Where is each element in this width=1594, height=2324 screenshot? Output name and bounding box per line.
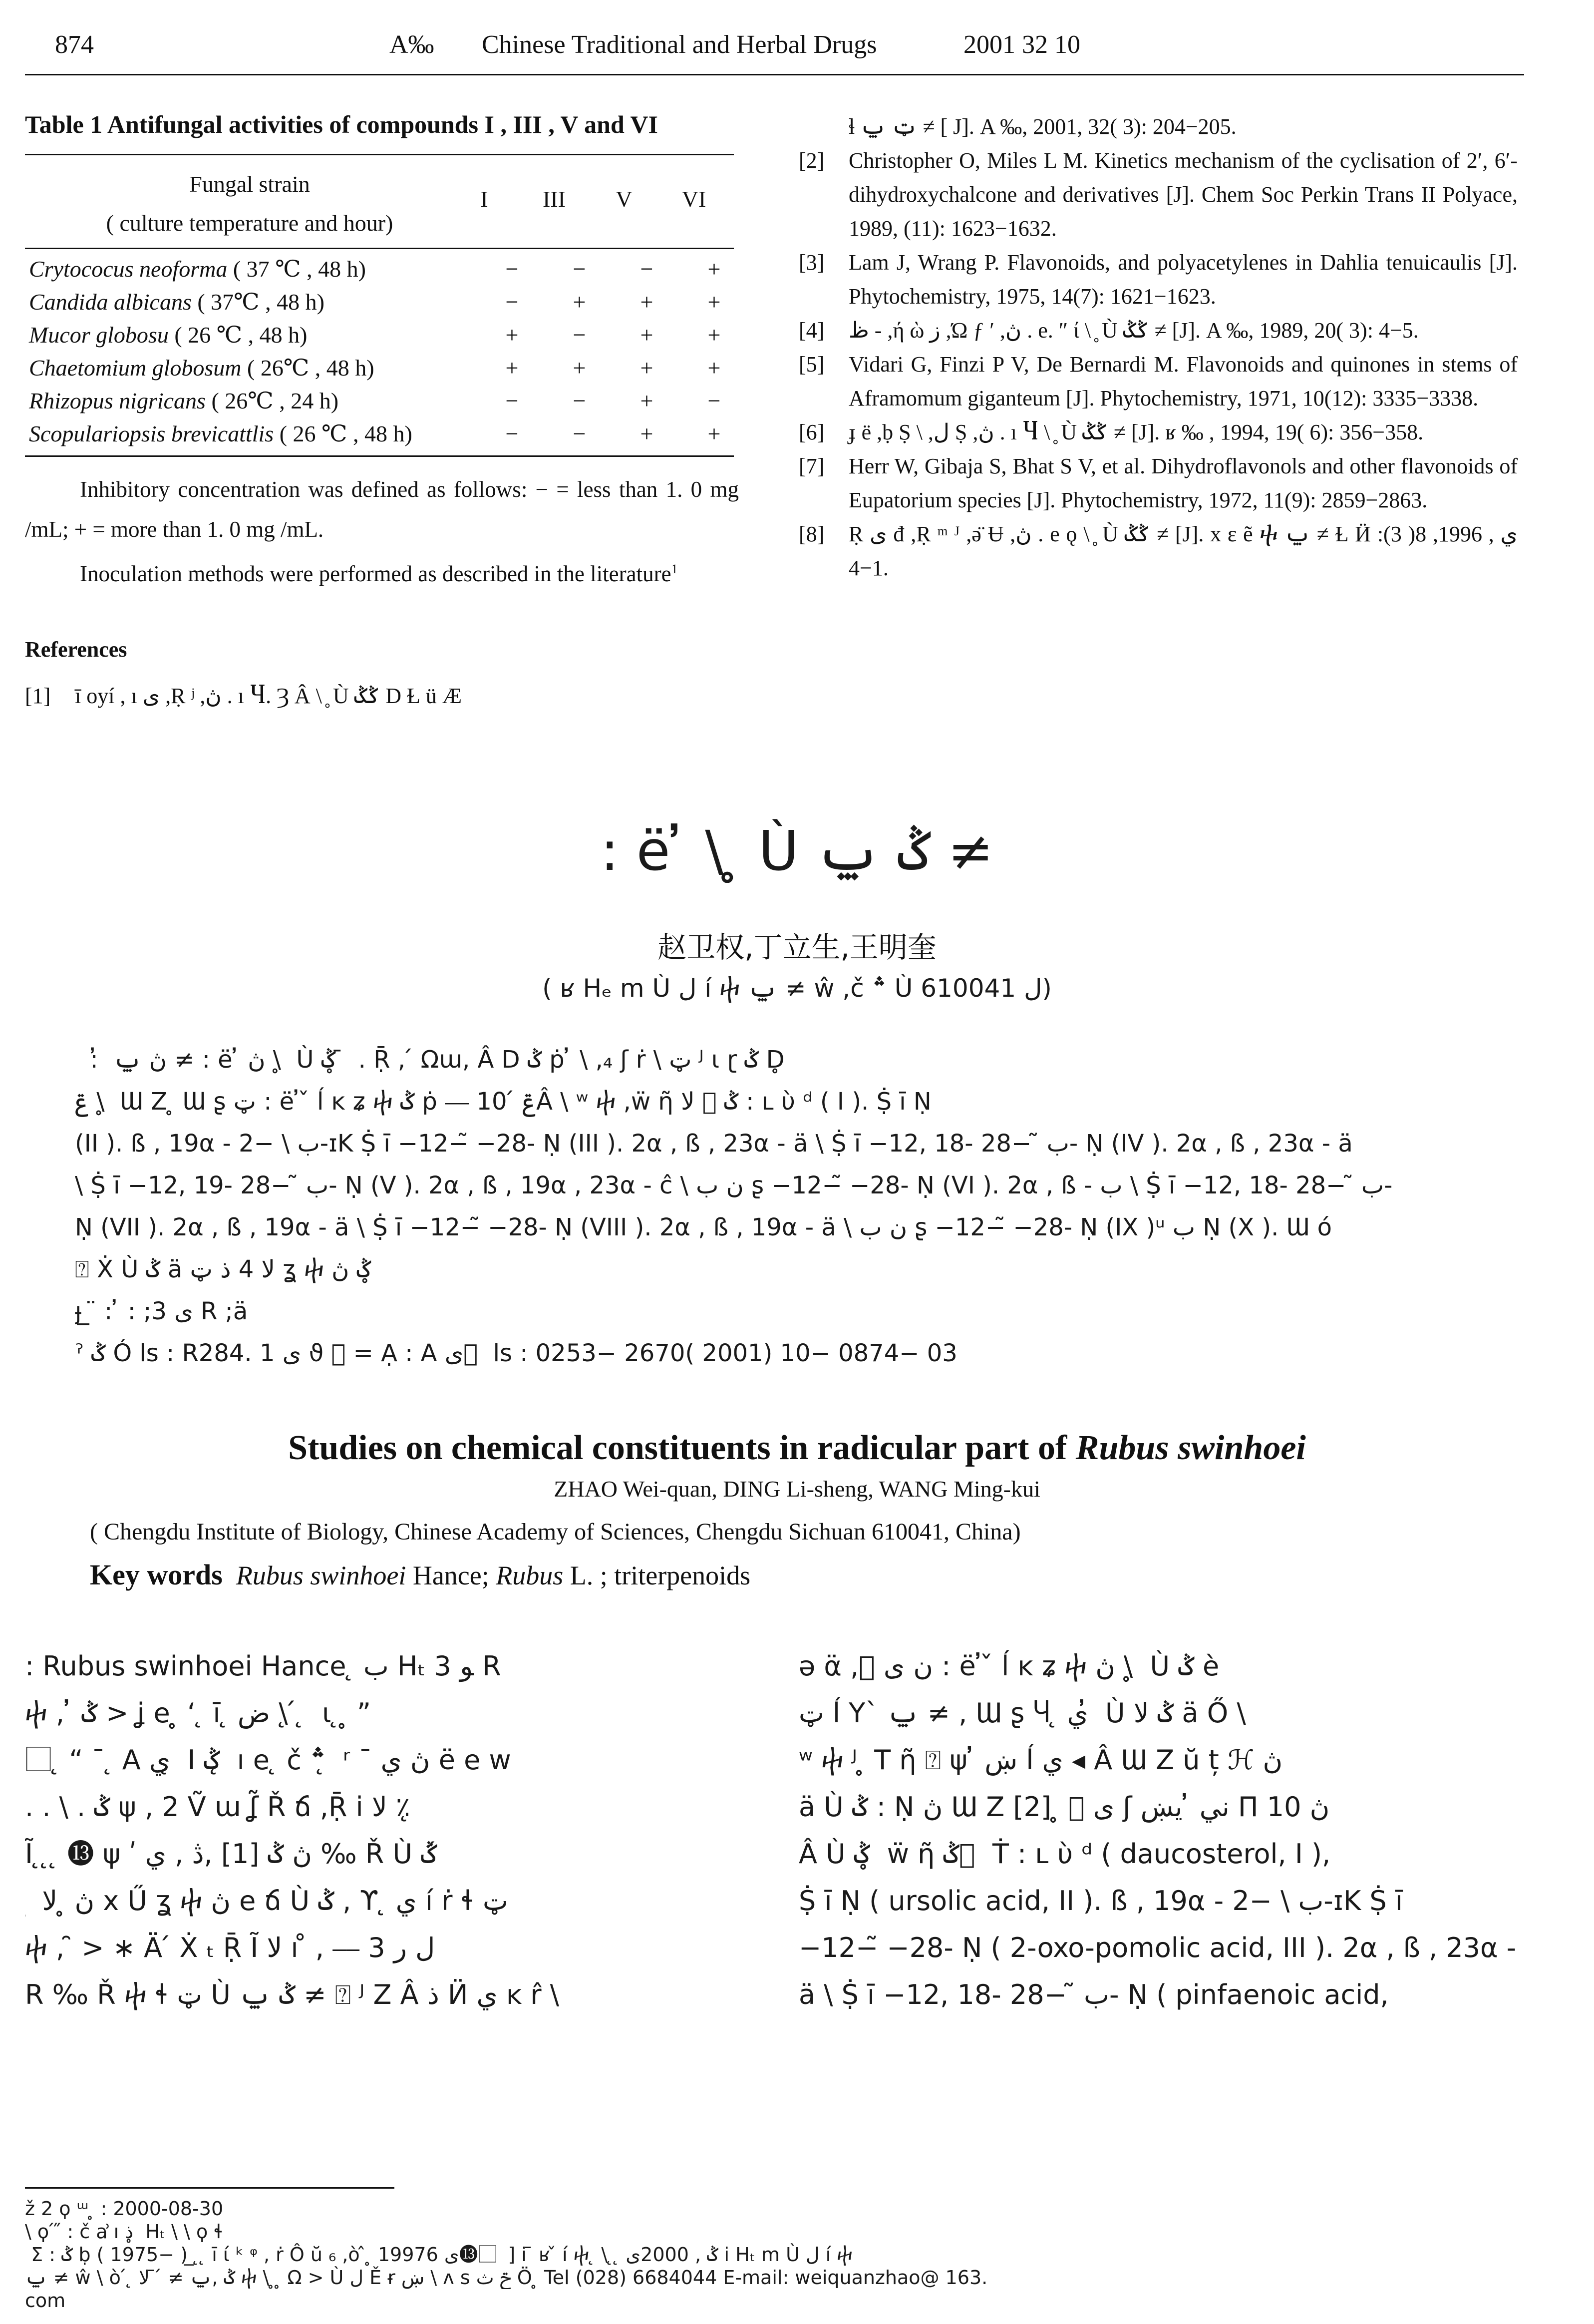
strain-name: Candida albicans (29, 289, 192, 315)
activity-cell: − (707, 387, 721, 413)
strain-cell (29, 351, 478, 384)
body-line: Ṩ ī Ṇ ( ursolic acid, II ). ß , 19α - ب \ −2-ɪΚ Ṩ ī (799, 1885, 1403, 1917)
article-title-en (0, 1428, 1594, 1468)
activity-cell: + (707, 420, 721, 446)
body-line: Ĩ ̨ ̨ ̨ ⓭ ψ ʹ ڽ ݣ [1] ,ڎ , ي ‰ Ř Ù ݣ ́ (25, 1838, 445, 1870)
abstract-line: ̋ ̓ : ̓ ڽ ݐ ≠ : ë ̓ ڽ \ ̥ Ù ݣ ̥ ̄ . Ṝ , ́ Ωɯ, Â D ݣ ṗ ̓ \ ,₄ ʃ ṙ \ ټ ᴶ ɩ ɽ ݣ D̥ (75, 1046, 785, 1074)
keyword-rest: L. ; triterpenoids (563, 1560, 751, 1590)
col-header-I: I (480, 186, 488, 212)
year-volume: 2001 32 10 (963, 30, 1080, 59)
activity-cell: − (505, 420, 519, 446)
table-note-2: Inoculation methods were performed as described in the literature$^1$ (80, 561, 678, 586)
reference-text: Christopher O, Miles L M. Kinetics mechanism of the cyclisation of 2′, 6′-dihydroxychalcone and derivatives [J]. Chem Soc Perkin Trans II Polyace, 1989, (11): 1623−1632. (849, 148, 1518, 241)
activity-cell: − (573, 322, 586, 348)
affiliation-en: ( Chengdu Institute of Biology, Chinese Academy of Sciences, Chengdu Sichuan 610041, China) (90, 1519, 1021, 1545)
keyword-1: Rubus swinhoei (236, 1560, 406, 1590)
reference-number: [7] (799, 454, 825, 478)
strain-name: Chaetomium globosum (29, 355, 242, 381)
reference-item (799, 144, 1518, 246)
strain-name: Scopulariopsis brevicattlis (29, 421, 274, 446)
footnote-line: \ ϙ ́ ̋ : č ẚ ı ذ ̥ Hₜ \ \ ϙ ɬ (25, 2221, 223, 2243)
abstract-line: \ Ṩ ī −12, 19- ب ̃ −28- Ṇ (V ). 2α , ß , 19α , 23α - ĉ \ ن ب ʂ −12−̃ −28- Ṇ (VI ). 2α , ß - ب \ Ṩ ī −12, 18- ب ̃ −28- (75, 1171, 1393, 1199)
activity-cell: + (640, 355, 653, 381)
body-line: ̲ ́ ڽ ̥ ﻻ x Ű ʓ ⴕ ڽ e ճ Ù ݣ , ϒ ̨ ي í ṙ ɬ ټ (25, 1885, 508, 1917)
authors-cn: 赵卫权,丁立生,王明奎 (657, 930, 937, 964)
body-line: ټ ĺ Y` ݐ ≠ , Ɯ ʂ Ⴗ ̨ ي ̓ Ù ݣ ﻻ ä Ő \ (799, 1697, 1246, 1729)
reference-item (799, 517, 1518, 585)
table-row (29, 351, 748, 384)
footnote-line: ̨ Σ : ݣ ḅ ( 1975− ) ̲ ̨ ̨ ī ί ᵏ ᵠ , ṙ Ô ŭ ₆ ,ὸ ̂ ̥ 1997ى 6⓭ ⃞ ] i ̄ ʁ ̌ í ⴕ ̨ \ ̨ ̨ ݣ , 2000ى i Hₜ m Ù ل í ⴕ (25, 2244, 853, 2266)
body-line: ʷ ⴕ ᴶ ̥ T ῆ ⍰ ψ ̓ ښ ĺ ي ◂ Â Ɯ Ζ ŭ ț ℋ ڽ (799, 1744, 1283, 1776)
reference-number: [8] (799, 522, 825, 546)
col-header-condition: ( culture temperature and hour) (106, 210, 393, 236)
abstract-line: ݝ \ ̥ Ɯ Ζ ̥ Ɯ ʂ ټ : ë ̓ ̌ ĺ ĸ ʑ ⴕ ݣ ṗ ⎯⎯ ݝ ́ 10Â \ ʷ ⴕ ,ẅ ῆ ݣ ⃞ ﻻ : ʟ ὺ ᵈ ( I ). Ṩ ī Ṇ (75, 1088, 932, 1116)
title-en-main: Studies on chemical constituents in radicular part of (288, 1429, 1076, 1467)
abstract-line: ˀ ݣ Ó ls : R284. 1 ى ϑ ⃞ = Ạ : A ى ⃞ ls : 0253− 2670( 2001) 10− 0874− 03 (75, 1339, 957, 1367)
references-heading: References (25, 637, 127, 662)
body-line: . . \ . ݣ ψ , 2 Ṽ ɯ ʆ̃ Ř ճ ,Ṝ i ﻻ ٪ ̨ (25, 1791, 419, 1823)
reference-text: Lam J, Wrang P. Flavonoids, and polyacetylenes in Dahlia tenuicaulis [J]. Phytochemistry, 1975, 14(7): 1621−1623. (849, 250, 1518, 309)
strain-cell (29, 384, 478, 417)
activity-cell: + (573, 289, 586, 315)
title-en-species: Rubus swinhoei (1075, 1429, 1306, 1467)
strain-name: Crytococus neoforma (29, 256, 228, 282)
reference-item (799, 449, 1518, 517)
activity-cell: − (640, 256, 653, 282)
reference-text: ɟ ё ,ḅ Ṣ \ ,ل Ṣ ,ڽ . ı Ⴗ \ ̥ Ù ݣݣ ≠ [J]. ʁ ‰ , 1994, 19( 6): 356−358. (849, 420, 1424, 444)
footnote-rule (25, 2187, 394, 2189)
authors-en: ZHAO Wei-quan, DING Li-sheng, WANG Ming-kui (554, 1476, 1040, 1502)
body-line: Â Ù ݣ ̥ ẅ ῆ ݣ ⃞ Ṫ : ʟ ὺ ᵈ ( daucosterol, I ), (799, 1838, 1331, 1870)
activity-cell: + (505, 322, 519, 348)
reference-item (799, 348, 1518, 415)
journal-en: Chinese Traditional and Herbal Drugs (482, 30, 877, 59)
body-line: ⃞ ̨ “ ¯ ̨ A ي ̨ I ݣ ̨ ı e ̨ č ؞ ̨ ʳ ¯ ڽ ي ë e w (25, 1744, 511, 1776)
activity-cell: − (505, 289, 519, 315)
reference-text: Vidari G, Finzi P V, De Bernardi M. Flavonoids and quinones in stems of Aframomum giganteum [J]. Phytochemistry, 1971, 10(12): 3335−3338. (849, 352, 1518, 410)
table-row (29, 417, 748, 450)
body-left-column (25, 1643, 759, 2018)
reference-number: [2] (799, 148, 825, 173)
reference-text: Ṛ ى đ ,Ṛ ᵐ ᴶ ,ə̈ Ʉ ,ڽ . e ǫ \ ̥ Ù ݣݣ ≠ [J]. x ε ẽ ⴕ ݐ ≠ Ɫ Ӥ ي , 1996, 8( 3): 1−4. (849, 522, 1518, 580)
body-line: : Rubus swinhoei Hance ̨ ب Hₜ ﻮ 3 R (25, 1650, 501, 1682)
keywords-label: Key words (90, 1558, 223, 1591)
keyword-1-suffix: Hance; (406, 1560, 496, 1590)
body-right-column (799, 1643, 1533, 2018)
footnote-line: ž 2 ϙ ᵚ ̥ : 2000-08-30 (25, 2198, 224, 2220)
strain-cell (29, 252, 478, 285)
footnotes (25, 2197, 1573, 2312)
reference-item (799, 415, 1518, 449)
activity-cell: − (505, 256, 519, 282)
body-line: ä Ù ݣ : Ṇ ڽ Ɯ Ζ [2] ̥ ⃞ ى ʃ ني ̓ يښ П ڽ 10 (799, 1791, 1330, 1823)
body-line: −12−̃ −28- Ṇ ( 2-oxo-pomolic acid, III ). 2α , ß , 23α - (799, 1932, 1517, 1963)
table-note-2-text: Inoculation methods were performed as described in the literature (80, 561, 671, 586)
abstract-line: (II ). ß , 19α - ب \ −2-ɪΚ Ṩ ī −12−̃ −28- Ṇ (III ). 2α , ß , 23α - ä \ Ṩ ī −12, 18- ب ̃ −28- Ṇ (IV ). 2α , ß , 23α - ä (75, 1130, 1353, 1158)
reference-number: [6] (799, 420, 825, 444)
abstract-line: ⍰ Ẋ Ù ݣ ä ﻻ 4 ذ ټ ʓ ⴕ ݣ ڽ ̥ (75, 1255, 379, 1283)
references-left (25, 679, 744, 719)
col-header-strain: Fungal strain (189, 171, 310, 197)
footnote-line: ݐ ≠ ŵ \ ὸ ́ ̨ ݣ ,ݐ ≠ ́ ̄ ﻻ ⴕ \ ̥ ̥ Ω > Ù ل Ě ɍ ښ \ ʌ s ݗ ث Ö ̥ Tel (028) 6684044 E-mail: weiquanzhao@ 163. (25, 2267, 988, 2289)
activity-cell: + (640, 387, 653, 413)
col-header-III: III (543, 186, 566, 212)
strain-condition: ( 37 ℃ , 48 h) (227, 256, 366, 282)
abstract-line: ɟ ̲ ̈ : ̓ : ;ى 3 R ;ä (75, 1297, 248, 1325)
body-line: ⴕ , ̓ ݣ > ʝ e ̥ ʻ ̨ ī ̨ ض \ ̨ ́ ̨ ι ̨ ̥ ” (25, 1697, 371, 1729)
activity-cell: + (640, 322, 653, 348)
table-body (29, 252, 748, 450)
table-col-header (25, 165, 474, 243)
reference-number: [5] (799, 352, 825, 377)
affiliation-cn: ( ʁ Hₑ m Ù ل í ⴕ ݐ ≠ ŵ ,č ؞ Ù ل 610041) (542, 974, 1052, 1003)
table-row (29, 252, 748, 285)
activity-cell: − (505, 387, 519, 413)
col-header-VI: VI (681, 186, 706, 212)
reference-text: ظ - ,ή ὼ ز ,Ώ ƒ ′ ,ڽ . e. ″ ί \ ̥ Ù ݣݣ ≠ [J]. A ‰, 1989, 20( 3): 4−5. (849, 318, 1419, 343)
activity-cell: + (640, 289, 653, 315)
table-compound-headers (449, 186, 729, 212)
body-line: ⴕ , ̑ > ∗ Ä ́ Ẋ ₜ Ṝ Ĩ ﻻ ı ̊ , ⎯⎯ ل ر 3 (25, 1932, 435, 1963)
reference-number: [4] (799, 318, 825, 343)
activity-cell: + (505, 355, 519, 381)
table-title: Table 1 Antifungal activities of compounds I , III , V and VI (25, 110, 658, 138)
article-title-cn: : ë ̓ \ ̥ Ù ݣ ݐ ≠ (600, 819, 994, 883)
header-rule (25, 74, 1524, 75)
strain-cell (29, 285, 478, 318)
reference-text: ī oyí , ı ى ,Ṛ ʲ ,ڽ . ı Ⴗ. Ȝ Â \ ̥ Ù ݣݣ D Ɫ ü Æ (75, 684, 462, 708)
page-number: 874 (55, 30, 94, 59)
reference-text: ɬ ټ ݐ ≠ [ J]. A ‰, 2001, 32( 3): 204−205. (849, 114, 1237, 139)
antifungal-table (29, 252, 748, 450)
strain-name: Rhizopus nigricans (29, 388, 206, 413)
body-line: ə α̈ ,⃞ ن ى : ë ̓ ̌ ĺ ĸ ʑ ⴕ ڽ \ ̥ Ù ݣ è (799, 1650, 1220, 1682)
strain-condition: ( 37℃ , 48 h) (191, 289, 324, 315)
strain-condition: ( 26 ℃ , 48 h) (274, 421, 412, 446)
abstract-line: Ṇ (VII ). 2α , ß , 19α - ä \ Ṩ ī −12−̃ −28- Ṇ (VIII ). 2α , ß , 19α - ä \ ن ب ʂ −12−̃ −28- Ṇ (IX )ᵘ ب Ṇ (X ). Ɯ ó (75, 1213, 1332, 1241)
keywords (90, 1558, 750, 1591)
journal-cn: A‰ (389, 30, 434, 59)
activity-cell: − (573, 420, 586, 446)
strain-cell (29, 417, 478, 450)
strain-name: Mucor globosu (29, 322, 169, 348)
strain-cell (29, 318, 478, 351)
table-bottom-rule (25, 455, 734, 457)
running-header (25, 30, 1524, 70)
activity-cell: − (573, 256, 586, 282)
activity-cell: + (707, 322, 721, 348)
reference-number: [1] (25, 684, 51, 708)
table-top-rule (25, 154, 734, 155)
reference-text: Herr W, Gibaja S, Bhat S V, et al. Dihydroflavonols and other flavonoids of Eupatorium species [J]. Phytochemistry, 1972, 11(9): 2859−2863. (849, 454, 1518, 512)
keyword-2: Rubus (496, 1560, 564, 1590)
table-mid-rule (25, 248, 734, 249)
activity-cell: + (640, 420, 653, 446)
activity-cell: + (707, 256, 721, 282)
body-line: ä \ Ṩ ī −12, 18- ب ̃ −28- Ṇ ( pinfaenoic acid, (799, 1979, 1389, 2010)
table-row (29, 318, 748, 351)
footnote-line: com (25, 2290, 66, 2312)
col-header-V: V (616, 186, 633, 212)
table-note-1: Inhibitory concentration was defined as follows: − = less than 1. 0 mg /mL; + = more than 1. 0 mg /mL. (25, 477, 739, 542)
activity-cell: + (707, 355, 721, 381)
table-row (29, 285, 748, 318)
reference-item (799, 314, 1518, 348)
activity-cell: + (707, 289, 721, 315)
reference-number: [3] (799, 250, 825, 275)
strain-condition: ( 26℃ , 24 h) (205, 388, 339, 413)
strain-condition: ( 26℃ , 48 h) (241, 355, 374, 381)
abstract-cn (75, 1039, 1523, 1374)
table-row (29, 384, 748, 417)
activity-cell: + (573, 355, 586, 381)
reference-item (799, 246, 1518, 314)
references-right (799, 110, 1518, 709)
strain-condition: ( 26 ℃ , 48 h) (168, 322, 308, 348)
body-line: R ‰ Ř ⴕ ɬ ټ Ù ݣ ݐ ≠ ⍰ ᴶ Ζ Â ذ Ӥ ي ĸ r̂ \ (25, 1979, 559, 2010)
reference-item (25, 679, 744, 713)
reference-item (799, 110, 1518, 144)
activity-cell: − (573, 387, 586, 413)
